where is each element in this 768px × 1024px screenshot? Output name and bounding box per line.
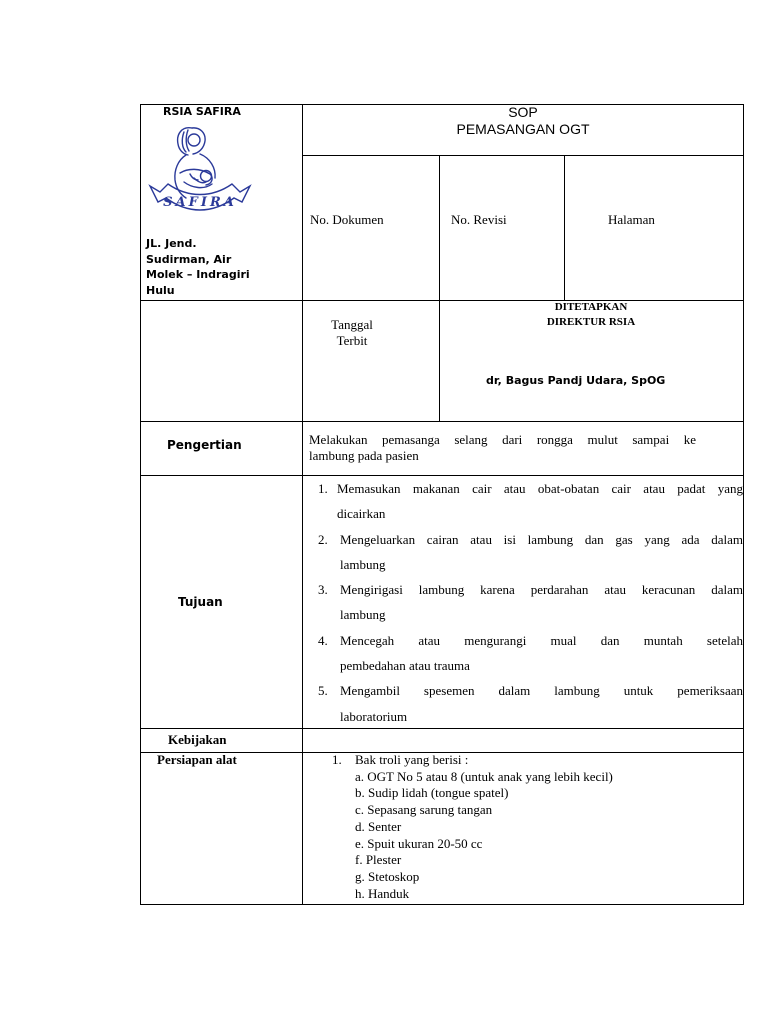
list-item: c. Sepasang sarung tangan xyxy=(355,802,493,818)
list-item xyxy=(332,752,742,769)
list-item: h. Handuk xyxy=(355,885,410,901)
doc-info-divider-1 xyxy=(439,155,440,301)
column-divider xyxy=(302,104,303,905)
approved-by-line: DIREKTUR RSIA xyxy=(546,316,636,328)
issue-date-label xyxy=(302,317,402,349)
pengertian-line: Melakukan pemasanga selang dari rongga mulut sampai ke xyxy=(309,432,696,447)
address-line: Sudirman, Air xyxy=(146,252,232,266)
list-item: f. Plester xyxy=(355,852,402,868)
list-number: 5. xyxy=(318,683,328,699)
persiapan-list xyxy=(332,752,742,902)
list-item: g. Stetoskop xyxy=(355,868,420,884)
table-border-bottom xyxy=(140,904,744,905)
hospital-address xyxy=(146,236,296,298)
list-item xyxy=(312,527,743,578)
address-line: Molek – Indragiri xyxy=(146,268,250,281)
list-item-line: laboratorium xyxy=(340,708,408,724)
approved-by-line: DITETAPKAN xyxy=(554,301,628,313)
list-number: 2. xyxy=(318,531,328,547)
table-border-left xyxy=(140,104,141,905)
pengertian-text xyxy=(309,432,696,464)
list-item xyxy=(312,476,743,527)
issue-date-line: Tanggal xyxy=(331,317,373,332)
doc-info-divider-2 xyxy=(564,155,565,301)
list-item-line: dicairkan xyxy=(337,506,386,522)
table-border-right xyxy=(743,104,744,905)
list-item: a. OGT No 5 atau 8 (untuk anak yang lebih kecil) xyxy=(355,768,613,784)
list-number: 4. xyxy=(318,632,328,648)
list-number: 1. xyxy=(318,481,328,496)
address-line: JL. Jend. xyxy=(146,237,197,250)
list-item xyxy=(312,577,743,628)
tujuan-label: Tujuan xyxy=(178,595,223,609)
list-number: 3. xyxy=(318,582,328,598)
approval-row-divider xyxy=(140,421,744,422)
list-item-line: Mengambil spesemen dalam lambung untuk pemeriksaan xyxy=(340,683,743,699)
persiapan-item-title: Bak troli yang berisi : xyxy=(355,752,469,767)
doc-number-label: No. Dokumen xyxy=(310,212,384,227)
pengertian-label: Pengertian xyxy=(167,438,242,452)
address-line: Hulu xyxy=(146,283,175,297)
kebijakan-label: Kebijakan xyxy=(168,732,227,747)
list-item-line: lambung xyxy=(340,607,386,623)
approved-by xyxy=(439,300,743,330)
list-item-line: lambung xyxy=(340,556,386,572)
list-item-line: Mengeluarkan cairan atau isi lambung dan gas yang ada dalam xyxy=(340,531,743,547)
document-title: PEMASANGAN OGT xyxy=(456,121,590,137)
list-number: 1. xyxy=(332,752,342,767)
list-item: b. Sudip lidah (tongue spatel) xyxy=(355,785,509,801)
mother-child-logo-icon xyxy=(148,118,252,218)
hospital-logo xyxy=(148,118,252,218)
list-item xyxy=(312,628,743,679)
list-item-line: pembedahan atau trauma xyxy=(340,658,470,674)
revision-label: No. Revisi xyxy=(451,212,507,227)
list-item-line: Mencegah atau mengurangi mual dan muntah setelah xyxy=(340,632,743,648)
tujuan-list xyxy=(312,476,743,729)
list-item: d. Senter xyxy=(355,818,402,834)
persiapan-label: Persiapan alat xyxy=(157,752,237,767)
logo-text: SAFIRA xyxy=(163,195,237,210)
hospital-name: RSIA SAFIRA xyxy=(163,105,241,118)
list-item-line: Mengirigasi lambung karena perdarahan atau keracunan dalam xyxy=(340,582,743,598)
list-item: e. Spuit ukuran 20-50 cc xyxy=(355,835,483,851)
title-row-divider xyxy=(302,155,744,156)
issue-date-line: Terbit xyxy=(336,333,368,348)
director-name: dr, Bagus Pandj Udara, SpOG xyxy=(486,374,666,387)
sop-label: SOP xyxy=(508,104,538,120)
list-item-line: Memasukan makanan cair atau obat-obatan cair atau padat yang xyxy=(337,481,743,496)
pengertian-line: lambung pada pasien xyxy=(309,448,419,463)
list-item xyxy=(312,678,743,729)
page-label: Halaman xyxy=(608,212,655,227)
persiapan-subitems xyxy=(355,769,742,903)
